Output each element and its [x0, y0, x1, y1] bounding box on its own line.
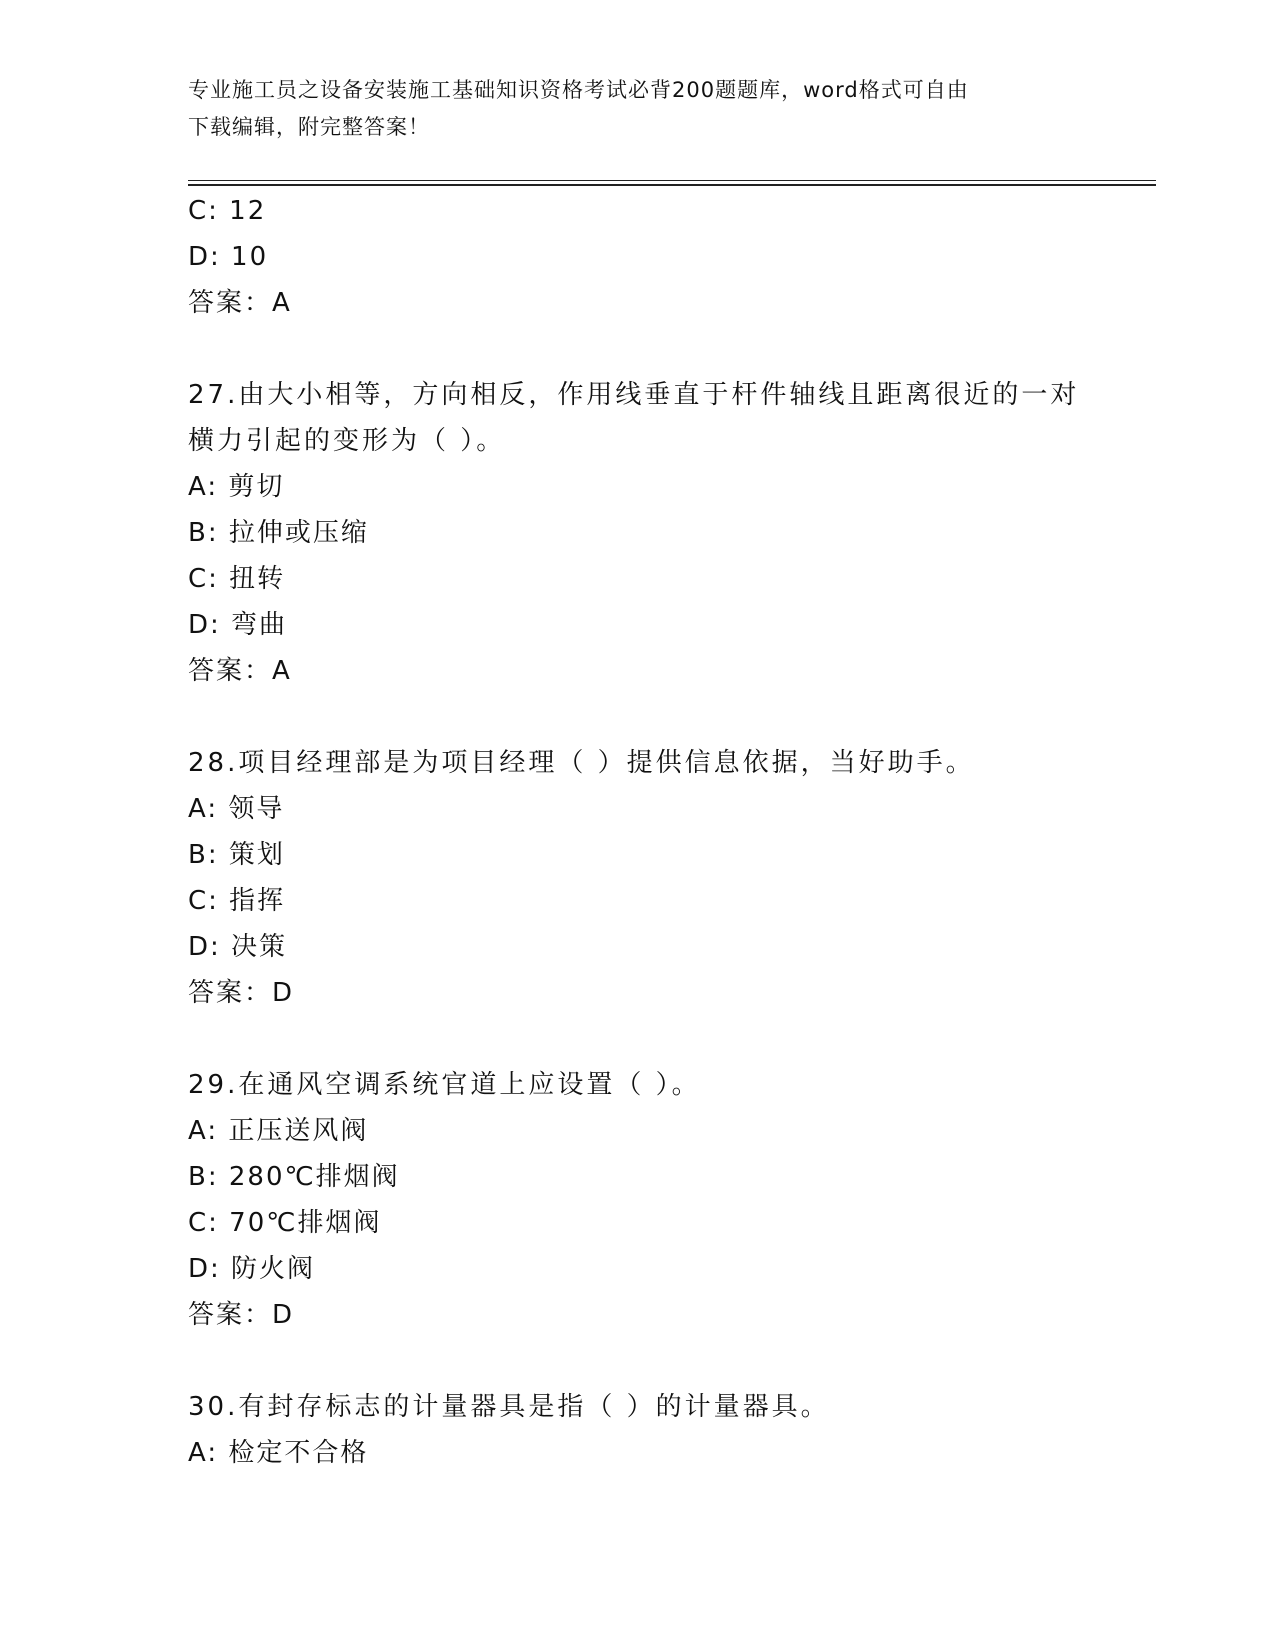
prev-answer: 答案：A [188, 288, 292, 318]
prev-option-d: D: 10 [188, 242, 269, 272]
question-28-answer: 答案：D [188, 978, 295, 1008]
question-29-option-d: D: 防火阀 [188, 1254, 316, 1284]
question-28-option-b: B: 策划 [188, 840, 285, 870]
header-line-1: 专业施工员之设备安装施工基础知识资格考试必背200题题库，word格式可自由 [188, 78, 969, 102]
question-27-option-d: D: 弯曲 [188, 610, 288, 640]
question-27-option-a: A: 剪切 [188, 472, 285, 502]
prev-option-c: C: 12 [188, 196, 267, 226]
question-28-option-d: D: 决策 [188, 932, 288, 962]
question-29-option-c: C: 70℃排烟阀 [188, 1208, 382, 1238]
question-28-option-a: A: 领导 [188, 794, 285, 824]
question-28-stem: 28.项目经理部是为项目经理（ ）提供信息依据，当好助手。 [188, 748, 975, 778]
question-29-answer: 答案：D [188, 1300, 295, 1330]
header-line-2: 下载编辑，附完整答案！ [188, 115, 430, 139]
spacer [188, 326, 1148, 372]
spacer [188, 1016, 1148, 1062]
header-divider-thick [188, 184, 1156, 186]
spacer [188, 694, 1148, 740]
question-27-stem-line-2: 横力引起的变形为（ ）。 [188, 426, 506, 456]
question-29-option-a: A: 正压送风阀 [188, 1116, 369, 1146]
header-divider-thin [188, 180, 1156, 181]
question-28-option-c: C: 指挥 [188, 886, 286, 916]
question-27-option-b: B: 拉伸或压缩 [188, 518, 369, 548]
question-27-option-c: C: 扭转 [188, 564, 286, 594]
question-27-answer: 答案：A [188, 656, 292, 686]
spacer [188, 1338, 1148, 1384]
question-29-option-b: B: 280℃排烟阀 [188, 1162, 400, 1192]
question-27-stem-line-1: 27.由大小相等，方向相反，作用线垂直于杆件轴线且距离很近的一对 [188, 380, 1080, 410]
question-29-stem: 29.在通风空调系统官道上应设置（ ）。 [188, 1070, 701, 1100]
question-list [188, 188, 1148, 1476]
question-30-option-a: A: 检定不合格 [188, 1438, 369, 1468]
document-header [188, 72, 1088, 146]
question-30-stem: 30.有封存标志的计量器具是指（ ）的计量器具。 [188, 1392, 830, 1422]
